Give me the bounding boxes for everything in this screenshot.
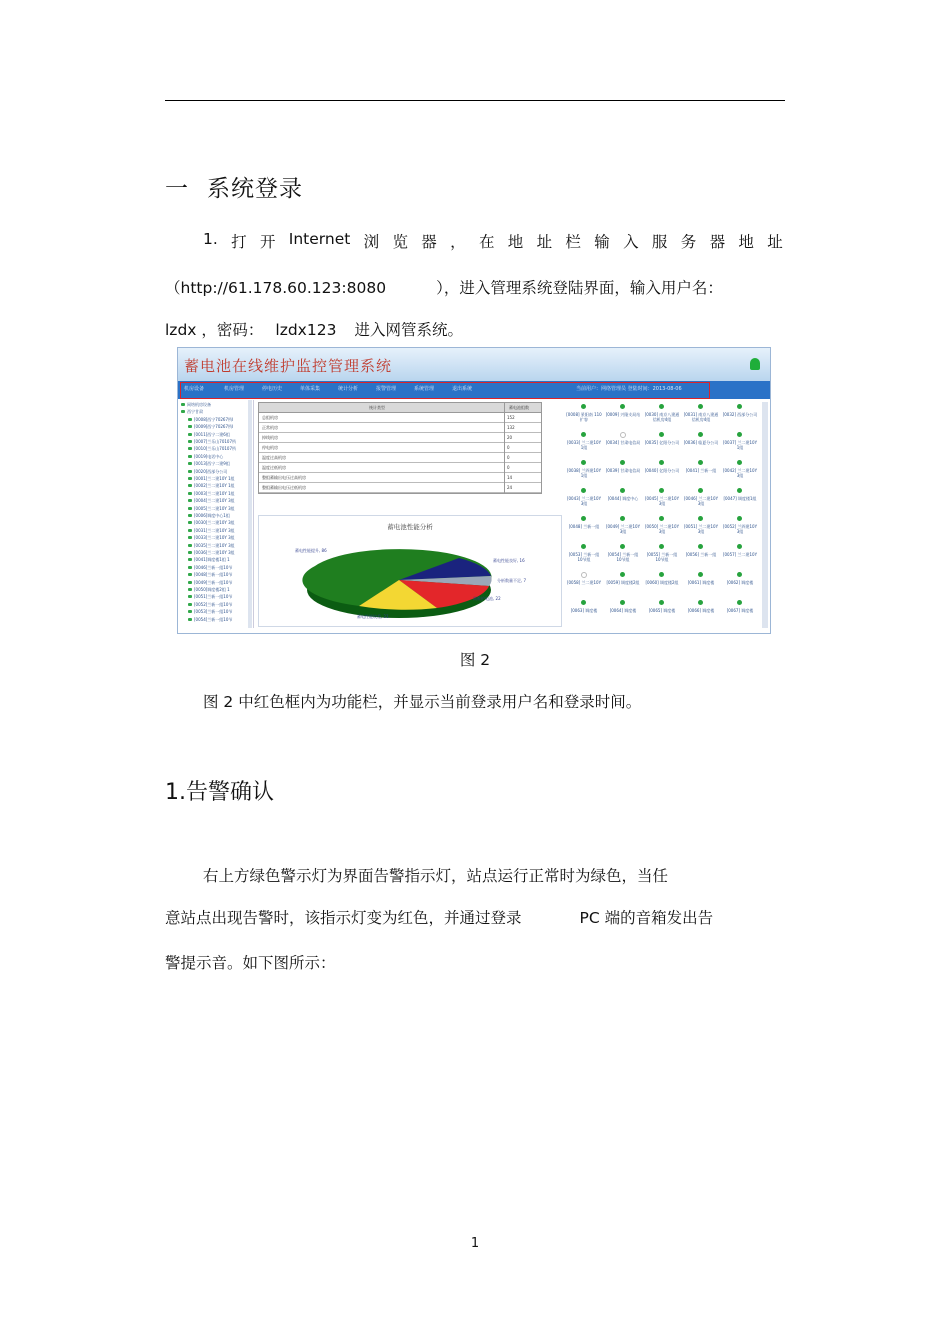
table-cell: 0	[507, 455, 510, 460]
para1-word: 务	[680, 233, 697, 251]
status-light-icon	[698, 460, 703, 465]
tree-item[interactable]: [0051]兰新一组10节	[188, 594, 232, 600]
status-light-icon	[659, 488, 664, 493]
table-row	[259, 453, 541, 463]
pie-label: 蓄电性能良好, 16	[493, 558, 525, 563]
pie-label: 分析数量不足, 7	[497, 578, 527, 583]
tree-item[interactable]: [0002]兰二建10Y 1组	[188, 483, 235, 489]
status-light-icon	[737, 488, 742, 493]
para1-word: 地	[738, 233, 754, 251]
station-item[interactable]	[605, 458, 641, 488]
station-item[interactable]	[644, 598, 680, 628]
figure-2-screenshot	[177, 347, 771, 634]
station-label: [0044] 调度中心	[607, 496, 639, 501]
para1-word: 址	[767, 233, 783, 251]
status-light-icon	[620, 600, 625, 605]
table-cell: 掉线机房	[262, 435, 278, 440]
station-item[interactable]	[605, 598, 641, 628]
page-number: 1	[470, 1236, 480, 1251]
station-item[interactable]	[683, 570, 719, 600]
table-cell: 整组蓄输出电压过低机房	[262, 485, 306, 490]
status-light-icon	[581, 432, 586, 437]
status-light-icon	[698, 544, 703, 549]
station-item[interactable]	[644, 458, 680, 488]
status-light-icon	[581, 544, 586, 549]
para2: 图 2 中红色框内为功能栏，并显示当前登录用户名和登录时间。	[203, 693, 642, 711]
station-item[interactable]	[566, 430, 602, 460]
station-label: [0058] 兰二建10Y	[566, 580, 602, 585]
status-light-icon	[620, 460, 625, 465]
station-item[interactable]	[722, 402, 758, 432]
table-cell: 总组机房	[262, 415, 278, 420]
menu-item[interactable]: 单体采集	[300, 386, 321, 392]
station-item[interactable]	[566, 458, 602, 488]
tree-item[interactable]: [0054]兰新一组10节	[188, 617, 232, 623]
station-item[interactable]	[683, 486, 719, 516]
table-divider	[504, 403, 505, 493]
tree-item[interactable]: [0006]调度中心1组	[188, 513, 230, 519]
tree-item[interactable]: [0020]西部分公司	[188, 469, 227, 475]
status-light-icon	[620, 432, 626, 438]
station-item[interactable]	[605, 570, 641, 600]
para1-word: Internet	[288, 230, 351, 248]
station-label: [0062] 调度楼	[726, 580, 754, 585]
status-light-icon	[737, 600, 742, 605]
menu-item[interactable]: 退出系统	[452, 386, 473, 392]
station-item[interactable]	[566, 542, 602, 572]
station-label: [0030] 南京八建通 信机房4组	[644, 412, 680, 422]
station-item[interactable]	[722, 598, 758, 628]
para1-line3: lzdx ，密码： lzdx123 进入网管系统。	[165, 321, 463, 339]
station-item[interactable]	[722, 542, 758, 572]
figure-caption: 图 2	[459, 651, 491, 669]
performance-pie-chart	[258, 515, 562, 627]
para1-word: 器	[709, 233, 726, 251]
table-cell: 14	[507, 475, 513, 480]
status-light-icon	[737, 516, 742, 521]
section-heading-login: 一 系统登录	[165, 176, 303, 202]
status-light-icon	[581, 516, 586, 521]
station-item[interactable]	[722, 458, 758, 488]
tree-item[interactable]: 西宁甘肃	[181, 409, 203, 415]
table-row	[259, 433, 541, 443]
table-header: 统计类型 蓄电池组数	[259, 403, 541, 413]
status-light-icon	[620, 544, 625, 549]
station-label: [0048] 兰新一组	[568, 524, 600, 529]
table-cell: 0	[507, 445, 510, 450]
station-item[interactable]	[644, 514, 680, 544]
station-label: [0065] 调度楼	[648, 608, 676, 613]
tree-item[interactable]: [0053]兰新一组10节	[188, 609, 232, 615]
station-item[interactable]	[683, 542, 719, 572]
app-title-bar	[178, 348, 770, 381]
station-item[interactable]	[605, 486, 641, 516]
para1-word: 器	[421, 233, 437, 251]
station-label: [0059] 调度楼2组	[606, 580, 640, 585]
tree-item[interactable]: [0050]调度楼2组 1	[188, 587, 230, 593]
status-light-icon	[698, 572, 703, 577]
para1-word: 在	[478, 233, 495, 251]
table-cell: 停电机房	[262, 445, 278, 450]
tree-item[interactable]: [0036]兰二建10Y 3组	[188, 550, 235, 556]
table-row	[259, 473, 541, 483]
status-light-icon	[698, 600, 703, 605]
station-label: [0049] 兰二建10Y 3组	[605, 524, 641, 534]
station-item[interactable]	[566, 514, 602, 544]
station-item[interactable]	[644, 402, 680, 432]
station-label: [0054] 兰新一组 10节组	[607, 552, 639, 562]
station-label: [0055] 兰新一组 10节组	[646, 552, 678, 562]
table-cell: 132	[507, 425, 515, 430]
status-light-icon	[737, 572, 742, 577]
para1-line1	[203, 230, 783, 252]
status-light-icon	[581, 460, 586, 465]
station-label: [0052] 兰四建10Y 3组	[722, 524, 758, 534]
station-item[interactable]	[566, 486, 602, 516]
station-label: [0034] 甘肃电信局	[605, 440, 641, 445]
tree-item[interactable]: [0001]兰二建10Y 1组	[188, 476, 235, 482]
station-label: [0043] 兰二建10Y 3组	[566, 496, 602, 506]
menu-item[interactable]: 报警管理	[376, 386, 397, 392]
station-item[interactable]	[605, 430, 641, 460]
para1-line2: （http://61.178.60.123:8080 ），进入管理系统登陆界面，输入用户名：	[165, 279, 723, 297]
station-label: [0050] 兰二建10Y 3组	[644, 524, 680, 534]
station-item[interactable]	[566, 598, 602, 628]
station-item[interactable]	[644, 486, 680, 516]
station-item[interactable]	[605, 402, 641, 432]
station-item[interactable]	[605, 514, 641, 544]
tree-item[interactable]: [0019]电话中心	[188, 454, 223, 460]
station-label: [0031] 南京八建通 信机房4组	[683, 412, 719, 422]
tree-item[interactable]: 网络机房设备	[181, 402, 211, 408]
station-label: [0064] 调度楼	[609, 608, 637, 613]
status-light-icon	[737, 404, 742, 409]
station-label: [0061] 调度楼	[687, 580, 715, 585]
current-user-info: 当前用户：网络管理员 登陆时间：2013-08-06	[576, 386, 682, 392]
status-light-icon	[581, 572, 587, 578]
para1-word: 栏	[565, 233, 581, 251]
station-label: [0060] 调度楼2组	[645, 580, 679, 585]
station-item[interactable]	[644, 570, 680, 600]
tree-item[interactable]: [0013]西宁二建9组	[188, 461, 230, 467]
station-item[interactable]	[722, 570, 758, 600]
station-label: [0009] 兴隆支局站	[605, 412, 641, 417]
table-row	[259, 443, 541, 453]
station-item[interactable]	[722, 486, 758, 516]
tree-item[interactable]: [0041]调度楼1组 1	[188, 557, 230, 563]
status-light-icon	[659, 404, 664, 409]
station-label: [0041] 兰新一组	[685, 468, 717, 473]
station-item[interactable]	[683, 598, 719, 628]
status-light-icon	[698, 432, 703, 437]
table-row	[259, 483, 541, 493]
statistics-table	[258, 402, 542, 494]
table-cell: 温度过高机房	[262, 455, 286, 460]
status-light-icon	[659, 460, 664, 465]
station-label: [0051] 兰二建10Y 3组	[683, 524, 719, 534]
chart-title: 蓄电池性能分析	[387, 523, 433, 531]
station-label: [0032] 西部分公司	[722, 412, 758, 417]
station-item[interactable]	[722, 430, 758, 460]
station-label: [0039] 甘肃电信局	[605, 468, 641, 473]
station-label: [0045] 兰二建10Y 3组	[644, 496, 680, 506]
para1-word: 址	[536, 233, 553, 251]
para1-word: ，	[450, 233, 466, 251]
table-cell: 20	[507, 435, 513, 440]
station-item[interactable]	[644, 430, 680, 460]
tree-item[interactable]: [0033]兰二建10Y 3组	[188, 535, 235, 541]
status-light-icon	[620, 516, 625, 521]
menu-item[interactable]: 机房设备	[184, 386, 205, 392]
station-label: [0040] 亿阳分公司	[644, 468, 680, 473]
station-label: [0063] 调度楼	[570, 608, 598, 613]
table-cell: 152	[507, 415, 515, 420]
station-item[interactable]	[566, 402, 602, 432]
status-light-icon	[737, 460, 742, 465]
tree-item[interactable]: [0049]兰新一组10节	[188, 580, 232, 586]
station-label: [0047] 调度楼1组	[723, 496, 757, 501]
station-item[interactable]	[722, 514, 758, 544]
station-label: [0038] 兰四建10Y 1组	[566, 468, 602, 478]
para3-line3: 警提示音。如下图所示：	[165, 954, 336, 972]
menu-item[interactable]: 系统管理	[414, 386, 435, 392]
para1-word: 览	[392, 233, 408, 251]
device-tree	[178, 400, 254, 628]
status-light-icon	[581, 600, 586, 605]
status-light-icon	[620, 404, 625, 409]
function-bar-highlight	[180, 382, 710, 399]
tree-item[interactable]: [0004]兰二建10Y 3组	[188, 498, 235, 504]
para1-word: 地	[507, 233, 524, 251]
table-row	[259, 423, 541, 433]
station-label: [0033] 兰二建10Y 1组	[566, 440, 602, 450]
table-cell: 正常机房	[262, 425, 278, 430]
station-label: [0066] 调度楼	[687, 608, 715, 613]
tree-scrollbar[interactable]	[248, 400, 252, 628]
station-label: [0067] 调度楼	[726, 608, 754, 613]
tree-item[interactable]: [0011]西宁二建6组	[188, 432, 230, 438]
station-label: [0042] 兰二建10Y 3组	[722, 468, 758, 478]
tree-item[interactable]: [0008]西宁70267所Ⅰ	[188, 417, 233, 423]
alarm-lamp-icon	[750, 358, 760, 370]
station-item[interactable]	[566, 570, 602, 600]
station-label: [0008] 景阳南 110扩容	[566, 412, 602, 422]
tree-item[interactable]: [0052]兰新一组10节	[188, 602, 232, 608]
station-scrollbar[interactable]	[762, 402, 768, 628]
tree-item[interactable]: [0005]兰二建10Y 3组	[188, 506, 235, 512]
status-light-icon	[698, 516, 703, 521]
tree-item[interactable]: [0031]兰二建10Y 3组	[188, 528, 235, 534]
station-grid	[566, 402, 760, 628]
tree-item[interactable]: [0046]兰新一组10节	[188, 565, 232, 571]
status-light-icon	[581, 488, 586, 493]
status-light-icon	[659, 600, 664, 605]
pie-label: 需维护电池, 22	[473, 596, 501, 601]
table-cell: 整组蓄输出电压过高机房	[262, 475, 306, 480]
tree-item[interactable]: [0009]西宁70267所Ⅰ	[188, 424, 233, 430]
station-label: [0057] 兰二建10Y	[722, 552, 758, 557]
para1-word: 1.	[203, 230, 218, 248]
station-label: [0035] 亿阳分公司	[644, 440, 680, 445]
station-item[interactable]	[644, 542, 680, 572]
status-light-icon	[581, 404, 586, 409]
para3-line1: 右上方绿色警示灯为界面告警指示灯，站点运行正常时为绿色，当任	[203, 867, 669, 885]
station-item[interactable]	[683, 458, 719, 488]
table-cell: 24	[507, 485, 513, 490]
tree-item[interactable]: [0010]兰乐山70107所	[188, 446, 236, 452]
menu-item[interactable]: 停电历史	[262, 386, 283, 392]
pie-label: 蓄电性能较差, 21	[357, 614, 389, 619]
status-light-icon	[698, 404, 703, 409]
station-item[interactable]	[683, 402, 719, 432]
para3-line2: 意站点出现告警时，该指示灯变为红色，并通过登录 PC 端的音箱发出告	[165, 909, 714, 927]
tree-item[interactable]: [0030]兰二建10Y 3组	[188, 520, 235, 526]
station-label: [0056] 兰新一组	[685, 552, 717, 557]
status-light-icon	[659, 516, 664, 521]
para1-word: 入	[623, 233, 639, 251]
station-label: [0037] 兰二建10Y 1组	[722, 440, 758, 450]
status-light-icon	[659, 432, 664, 437]
station-label: [0046] 兰二建10Y 3组	[683, 496, 719, 506]
status-light-icon	[620, 572, 625, 577]
status-light-icon	[620, 488, 625, 493]
station-item[interactable]	[605, 542, 641, 572]
status-light-icon	[737, 544, 742, 549]
section-heading-alarm: 1.告警确认	[165, 780, 275, 805]
para1-word: 输	[594, 233, 610, 251]
station-label: [0036] 临夏分公司	[683, 440, 719, 445]
para1-word: 服	[651, 233, 668, 251]
table-row	[259, 413, 541, 423]
app-title: 蓄电池在线维护监控管理系统	[184, 357, 393, 375]
para1-word: 打	[231, 233, 247, 251]
para1-word: 浏	[363, 233, 380, 251]
pie-svg	[259, 516, 561, 626]
pie-label: 蓄电性能提升, 86	[295, 548, 327, 553]
table-cell: 温度过低机房	[262, 465, 286, 470]
station-label: [0053] 兰新一组 10节组	[568, 552, 600, 562]
tree-item[interactable]: [0007]兰乐山70107所	[188, 439, 236, 445]
menu-item[interactable]: 统计分析	[338, 386, 359, 392]
status-light-icon	[659, 572, 664, 577]
menu-item[interactable]: 机房管理	[224, 386, 245, 392]
status-light-icon	[659, 544, 664, 549]
station-item[interactable]	[683, 514, 719, 544]
para1-word: 开	[259, 233, 276, 251]
status-light-icon	[737, 432, 742, 437]
status-light-icon	[698, 488, 703, 493]
header-rule	[165, 100, 785, 101]
table-cell: 0	[507, 465, 510, 470]
tree-item[interactable]: [0035]兰二建10Y 3组	[188, 543, 235, 549]
tree-item[interactable]: [0048]兰新一组10节	[188, 572, 232, 578]
table-row	[259, 463, 541, 473]
station-item[interactable]	[683, 430, 719, 460]
tree-item[interactable]: [0003]兰二建10Y 1组	[188, 491, 235, 497]
